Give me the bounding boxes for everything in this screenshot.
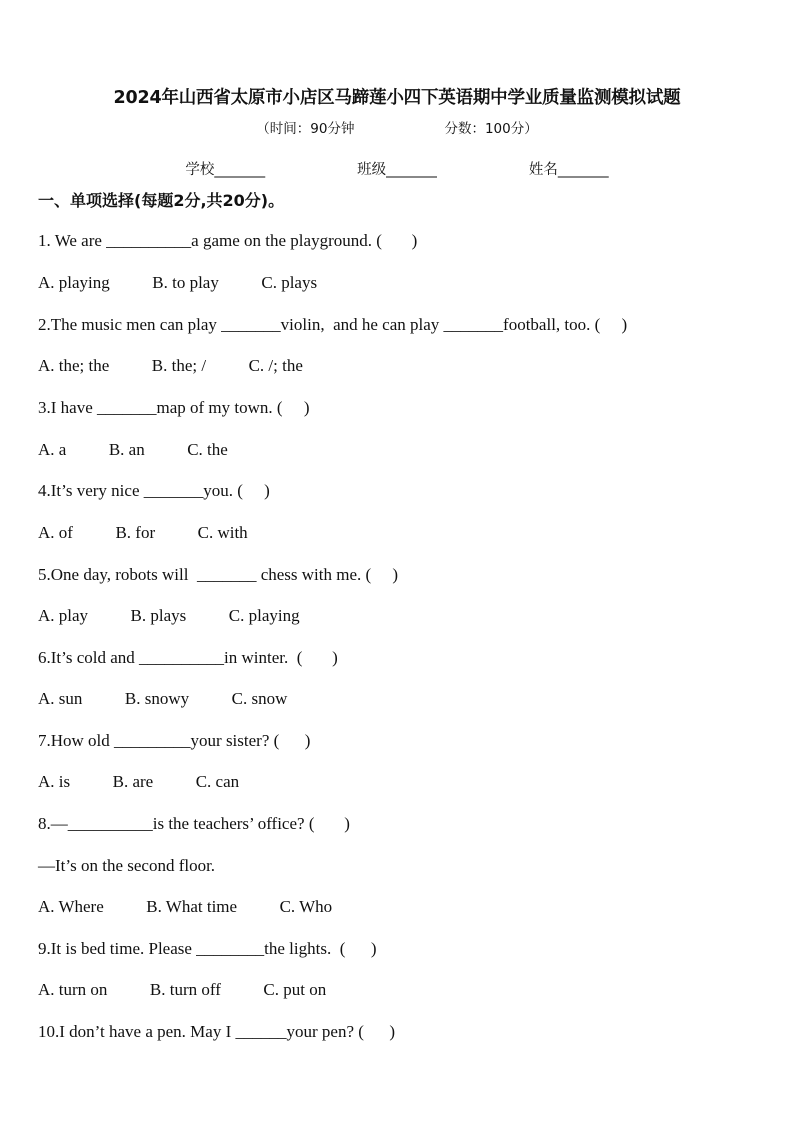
- options-8: A. Where B. What time C. Who: [38, 897, 333, 916]
- question-9: 9.It is bed time. Please ________the lights. ( ): [38, 939, 377, 958]
- question-3: 3.I have _______map of my town. ( ): [38, 398, 310, 417]
- section-heading: 一、单项选择(每题2分,共20分)。: [38, 191, 285, 210]
- options-2: A. the; the B. the; / C. /; the: [38, 356, 303, 375]
- question-5: 5.One day, robots will _______ chess with me. ( ): [38, 565, 399, 584]
- name-field: 姓名_______: [528, 162, 609, 178]
- question-7: 7.How old _________your sister? ( ): [38, 731, 311, 750]
- class-field: 班级_______: [357, 162, 437, 178]
- exam-time: （时间：90分钟: [256, 121, 355, 137]
- question-10: 10.I don’t have a pen. May I ______your pen? ( ): [38, 1022, 396, 1041]
- options-1: A. playing B. to play C. plays: [38, 273, 318, 292]
- options-6: A. sun B. snowy C. snow: [38, 689, 288, 708]
- exam-score: 分数：100分）: [444, 121, 538, 137]
- question-8-reply: —It’s on the second floor.: [38, 856, 216, 875]
- school-field: 学校_______: [185, 162, 266, 178]
- options-3: A. a B. an C. the: [38, 440, 228, 459]
- options-4: A. of B. for C. with: [38, 523, 248, 542]
- options-7: A. is B. are C. can: [38, 772, 240, 791]
- question-4: 4.It’s very nice _______you. ( ): [38, 481, 270, 500]
- options-9: A. turn on B. turn off C. put on: [38, 980, 327, 999]
- question-2: 2.The music men can play _______violin, and he can play _______football, too. ( ): [38, 315, 628, 334]
- question-1: 1. We are __________a game on the playground. ( ): [38, 231, 418, 250]
- page-title: 2024年山西省太原市小店区马蹄莲小四下英语期中学业质量监测模拟试题: [113, 88, 681, 108]
- question-6: 6.It’s cold and __________in winter. ( ): [38, 648, 338, 667]
- question-8: 8.—__________is the teachers’ office? ( ): [38, 814, 350, 833]
- options-5: A. play B. plays C. playing: [38, 606, 300, 625]
- student-info: [0, 158, 794, 179]
- exam-meta: [0, 117, 794, 137]
